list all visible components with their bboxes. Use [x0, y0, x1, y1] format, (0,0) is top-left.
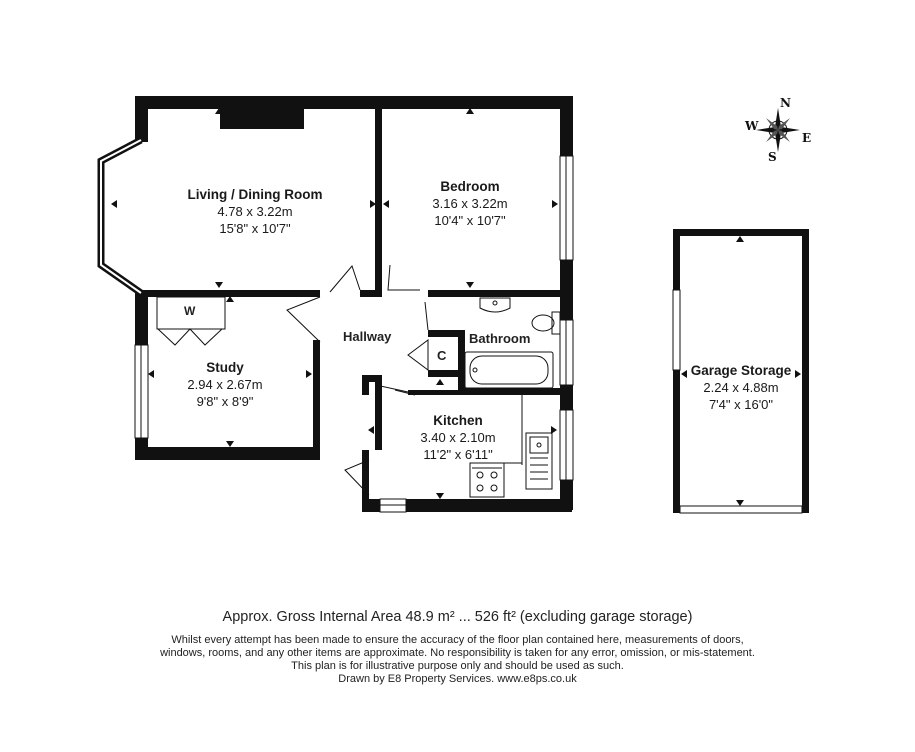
room-imperial: 10'4" x 10'7" [434, 213, 506, 228]
gross-area-text: Approx. Gross Internal Area 48.9 m² ... 526 ft² (excluding garage storage) [222, 609, 693, 625]
room-kitchen [398, 412, 518, 463]
room-name: Living / Dining Room [187, 187, 323, 202]
disclaimer-line: windows, rooms, and any other items are approximate. No responsibility is taken for any error, omission, or mis-statement. [160, 647, 755, 659]
room-metric: 4.78 x 3.22m [217, 204, 293, 219]
disclaimer-line: This plan is for illustrative purpose only and should be used as such. [291, 660, 624, 672]
room-garage [680, 362, 802, 413]
room-imperial: 15'8" x 10'7" [219, 221, 291, 236]
room-imperial: 9'8" x 8'9" [196, 394, 254, 409]
room-study [165, 359, 285, 410]
room-bedroom [400, 178, 540, 229]
room-bathroom-label: Bathroom [469, 331, 531, 346]
wardrobe-label: W [184, 304, 196, 318]
room-name: Kitchen [433, 413, 483, 428]
room-metric: 2.94 x 2.67m [187, 377, 263, 392]
credit-line: Drawn by E8 Property Services. www.e8ps.co.uk [338, 673, 577, 685]
room-imperial: 7'4" x 16'0" [708, 397, 774, 412]
room-hallway-label: Hallway [343, 329, 392, 344]
compass-w-label: W [745, 119, 759, 133]
room-name: Bedroom [440, 179, 500, 194]
compass-icon [756, 108, 800, 152]
room-name: Garage Storage [690, 363, 792, 378]
compass-e-label: E [802, 131, 812, 145]
disclaimer [0, 634, 915, 686]
room-imperial: 11'2" x 6'11" [423, 447, 493, 462]
room-metric: 3.16 x 3.22m [432, 196, 508, 211]
room-living [175, 186, 335, 237]
room-metric: 2.24 x 4.88m [703, 380, 779, 395]
disclaimer-line: Whilst every attempt has been made to ensure the accuracy of the floor plan contained here, measurements of doors, [171, 634, 744, 646]
compass-s-label: S [768, 150, 777, 164]
room-name: Study [206, 360, 244, 375]
cupboard-label: C [437, 348, 447, 363]
bay-window-glazing [101, 140, 141, 293]
room-metric: 3.40 x 2.10m [420, 430, 496, 445]
compass-n-label: N [780, 96, 791, 110]
